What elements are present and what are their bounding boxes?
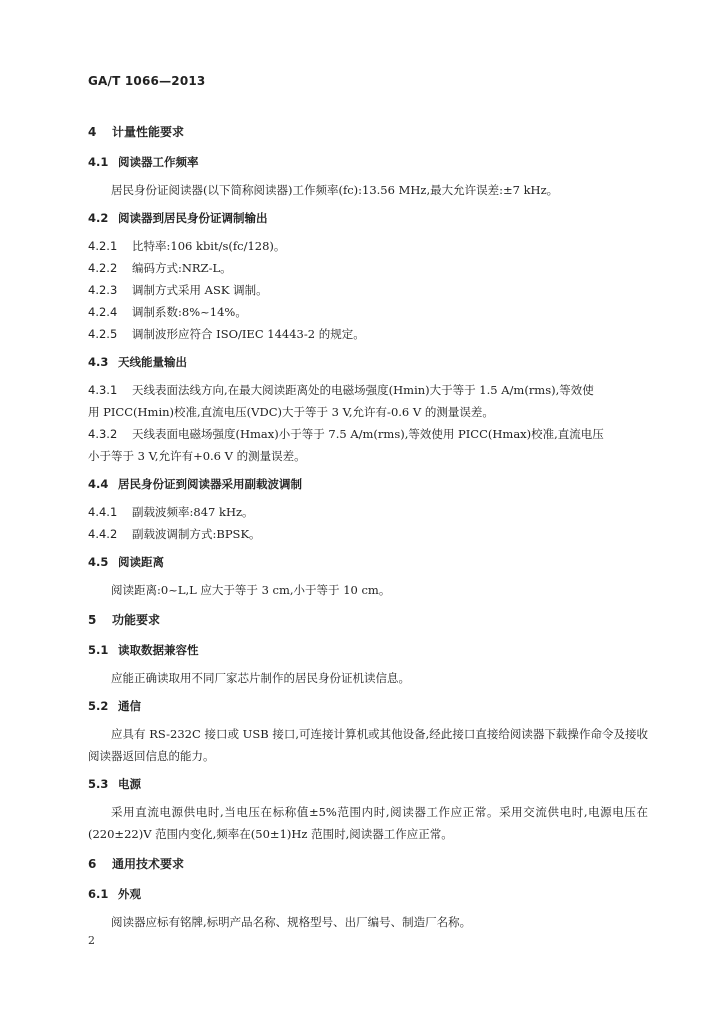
clause-item [88, 523, 648, 545]
page-number: 2 [88, 934, 95, 947]
clause-text: 调制波形应符合 ISO/IEC 14443-2 的规定。 [132, 327, 365, 341]
heading-number: 5.3 [88, 777, 109, 791]
paragraph: 采用直流电源供电时,当电压在标称值±5%范围内时,阅读器工作应正常。采用交流供电时,电源电压在(220±22)V 范围内变化,频率在(50±1)Hz 范围时,阅读器工作应正常。 [88, 805, 648, 841]
heading-number: 4.3 [88, 355, 109, 369]
heading-title: 通用技术要求 [112, 857, 185, 871]
subsection-heading [88, 883, 648, 905]
document-body [88, 113, 648, 939]
paragraph: 居民身份证阅读器(以下简称阅读器)工作频率(fc):13.56 MHz,最大允许误差:±7 kHz。 [111, 183, 559, 197]
clause-number: 4.3.1 [88, 383, 118, 397]
heading-number: 4.1 [88, 155, 109, 169]
paragraph: 应能正确读取用不同厂家芯片制作的居民身份证机读信息。 [111, 671, 410, 685]
clause-number: 4.2.2 [88, 261, 118, 275]
clause-text: 副载波调制方式:BPSK。 [132, 527, 261, 541]
clause-text: 比特率:106 kbit/s(fc/128)。 [132, 239, 286, 253]
subsection-heading [88, 351, 648, 373]
clause-item [88, 379, 648, 423]
clause-line [88, 379, 648, 401]
clause-item [88, 257, 648, 279]
clause-text: 编码方式:NRZ-L。 [132, 261, 232, 275]
standard-number: GA/T 1066—2013 [88, 74, 206, 88]
subsection-heading [88, 773, 648, 795]
clause-number: 4.2.4 [88, 305, 118, 319]
heading-number: 5 [88, 613, 97, 627]
heading-title: 阅读距离 [118, 555, 164, 569]
subsection-heading [88, 151, 648, 173]
clause-line [88, 323, 648, 345]
clause-line [88, 301, 648, 323]
clause-item [88, 323, 648, 345]
heading-number: 5.2 [88, 699, 109, 713]
heading-title: 功能要求 [112, 613, 161, 627]
clause-continuation: 用 PICC(Hmin)校准,直流电压(VDC)大于等于 3 V,允许有-0.6 V 的测量误差。 [88, 405, 494, 419]
clause-number: 4.3.2 [88, 427, 118, 441]
clause-text: 副载波频率:847 kHz。 [132, 505, 254, 519]
heading-title: 电源 [118, 777, 141, 791]
subsection-heading [88, 473, 648, 495]
clause-item [88, 279, 648, 301]
clause-text: 天线表面电磁场强度(Hmax)小于等于 7.5 A/m(rms),等效使用 PICC(Hmax)校准,直流电压 [132, 427, 604, 441]
clause-number: 4.4.1 [88, 505, 118, 519]
heading-title: 计量性能要求 [112, 125, 185, 139]
subsection-heading [88, 695, 648, 717]
section-heading [88, 121, 648, 143]
clause-line [88, 523, 648, 545]
heading-number: 6.1 [88, 887, 109, 901]
heading-title: 阅读器工作频率 [118, 155, 199, 169]
heading-number: 6 [88, 857, 97, 871]
clause-number: 4.2.5 [88, 327, 118, 341]
heading-title: 阅读器到居民身份证调制输出 [118, 211, 268, 225]
heading-number: 4 [88, 125, 97, 139]
heading-number: 4.4 [88, 477, 109, 491]
section-heading [88, 853, 648, 875]
heading-number: 4.5 [88, 555, 109, 569]
paragraph: 阅读器应标有铭牌,标明产品名称、规格型号、出厂编号、制造厂名称。 [111, 915, 472, 929]
subsection-heading [88, 207, 648, 229]
heading-title: 通信 [118, 699, 141, 713]
subsection-heading [88, 639, 648, 661]
clause-line [88, 423, 648, 445]
heading-title: 天线能量输出 [118, 355, 187, 369]
clause-text: 天线表面法线方向,在最大阅读距离处的电磁场强度(Hmin)大于等于 1.5 A/m(rms),等效使 [132, 383, 594, 397]
clause-line [88, 279, 648, 301]
clause-line [88, 501, 648, 523]
section-heading [88, 609, 648, 631]
paragraph: 应具有 RS-232C 接口或 USB 接口,可连接计算机或其他设备,经此接口直接给阅读器下载操作命令及接收阅读器返回信息的能力。 [88, 727, 648, 763]
paragraph: 阅读距离:0~L,L 应大于等于 3 cm,小于等于 10 cm。 [111, 583, 391, 597]
clause-line [88, 235, 648, 257]
clause-item [88, 501, 648, 523]
clause-line [88, 257, 648, 279]
clause-item [88, 301, 648, 323]
clause-text: 调制方式采用 ASK 调制。 [132, 283, 268, 297]
heading-title: 居民身份证到阅读器采用副载波调制 [118, 477, 302, 491]
clause-number: 4.2.1 [88, 239, 118, 253]
clause-continuation: 小于等于 3 V,允许有+0.6 V 的测量误差。 [88, 449, 306, 463]
clause-number: 4.4.2 [88, 527, 118, 541]
clause-item [88, 235, 648, 257]
heading-title: 外观 [118, 887, 141, 901]
heading-number: 5.1 [88, 643, 109, 657]
heading-title: 读取数据兼容性 [118, 643, 199, 657]
clause-text: 调制系数:8%~14%。 [132, 305, 247, 319]
heading-number: 4.2 [88, 211, 109, 225]
clause-number: 4.2.3 [88, 283, 118, 297]
clause-item [88, 423, 648, 467]
subsection-heading [88, 551, 648, 573]
